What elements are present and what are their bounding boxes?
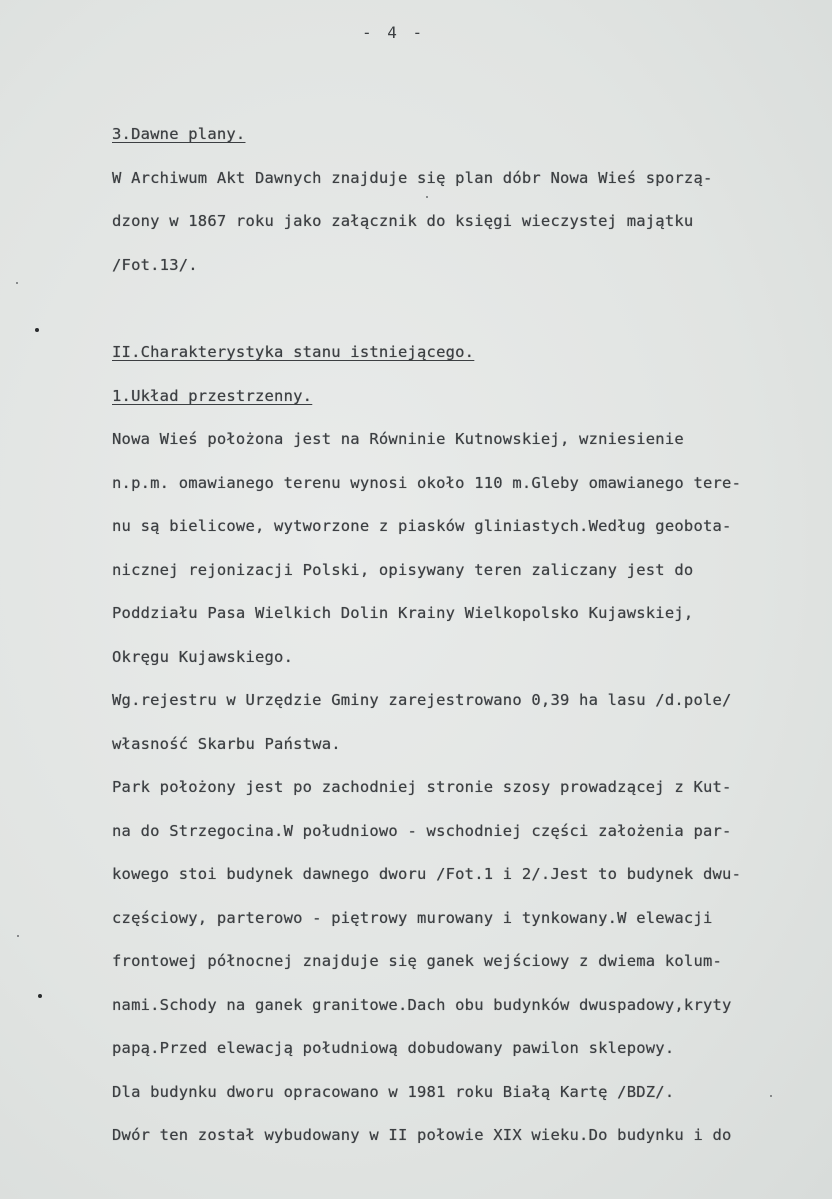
text-line: częściowy, parterowo - piętrowy murowany i tynkowany.W elewacji: [112, 909, 713, 927]
text-line: nu są bielicowe, wytworzone z piasków gliniastych.Według geobota-: [112, 517, 732, 535]
text-line: frontowej północnej znajduje się ganek wejściowy z dwiema kolum-: [112, 952, 723, 970]
text-line: dzony w 1867 roku jako załącznik do księgi wieczystej majątku: [112, 212, 694, 230]
text-line: Wg.rejestru w Urzędzie Gminy zarejestrowano 0,39 ha lasu /d.pole/: [112, 691, 732, 709]
text-line: n.p.m. omawianego terenu wynosi około 110 m.Gleby omawianego tere-: [112, 474, 742, 492]
text-line: kowego stoi budynek dawnego dworu /Fot.1 i 2/.Jest to budynek dwu-: [112, 865, 742, 883]
text-line: Dla budynku dworu opracowano w 1981 roku Białą Kartę /BDZ/.: [112, 1083, 675, 1101]
text-line: nami.Schody na ganek granitowe.Dach obu budynków dwuspadowy,kryty: [112, 996, 732, 1014]
subsection-heading-uklad-przestrzenny: 1.Układ przestrzenny.: [112, 387, 313, 405]
paper-speck: [426, 196, 428, 198]
page-number: - 4 -: [362, 23, 426, 42]
text-line: na do Strzegocina.W południowo - wschodniej części założenia par-: [112, 822, 732, 840]
text-line: /Fot.13/.: [112, 256, 198, 274]
paper-speck: [770, 1095, 772, 1097]
chapter-heading: II.Charakterystyka stanu istniejącego.: [112, 343, 475, 361]
text-line: własność Skarbu Państwa.: [112, 735, 341, 753]
paper-speck: [16, 282, 18, 284]
text-line: Park położony jest po zachodniej stronie szosy prowadzącej z Kut-: [112, 778, 732, 796]
text-line: Poddziału Pasa Wielkich Dolin Krainy Wielkopolsko Kujawskiej,: [112, 604, 694, 622]
punch-hole-mark: [38, 994, 42, 998]
text-line: Dwór ten został wybudowany w II połowie XIX wieku.Do budynku i do: [112, 1126, 732, 1144]
section-heading-dawne-plany: 3.Dawne plany.: [112, 125, 246, 143]
text-line: nicznej rejonizacji Polski, opisywany teren zaliczany jest do: [112, 561, 694, 579]
punch-hole-mark: [35, 328, 39, 332]
text-line: Nowa Wieś położona jest na Równinie Kutnowskiej, wzniesienie: [112, 430, 684, 448]
paper-speck: [17, 935, 19, 937]
text-line: papą.Przed elewacją południową dobudowany pawilon sklepowy.: [112, 1039, 675, 1057]
text-line: W Archiwum Akt Dawnych znajduje się plan dóbr Nowa Wieś sporzą-: [112, 169, 713, 187]
text-line: Okręgu Kujawskiego.: [112, 648, 294, 666]
